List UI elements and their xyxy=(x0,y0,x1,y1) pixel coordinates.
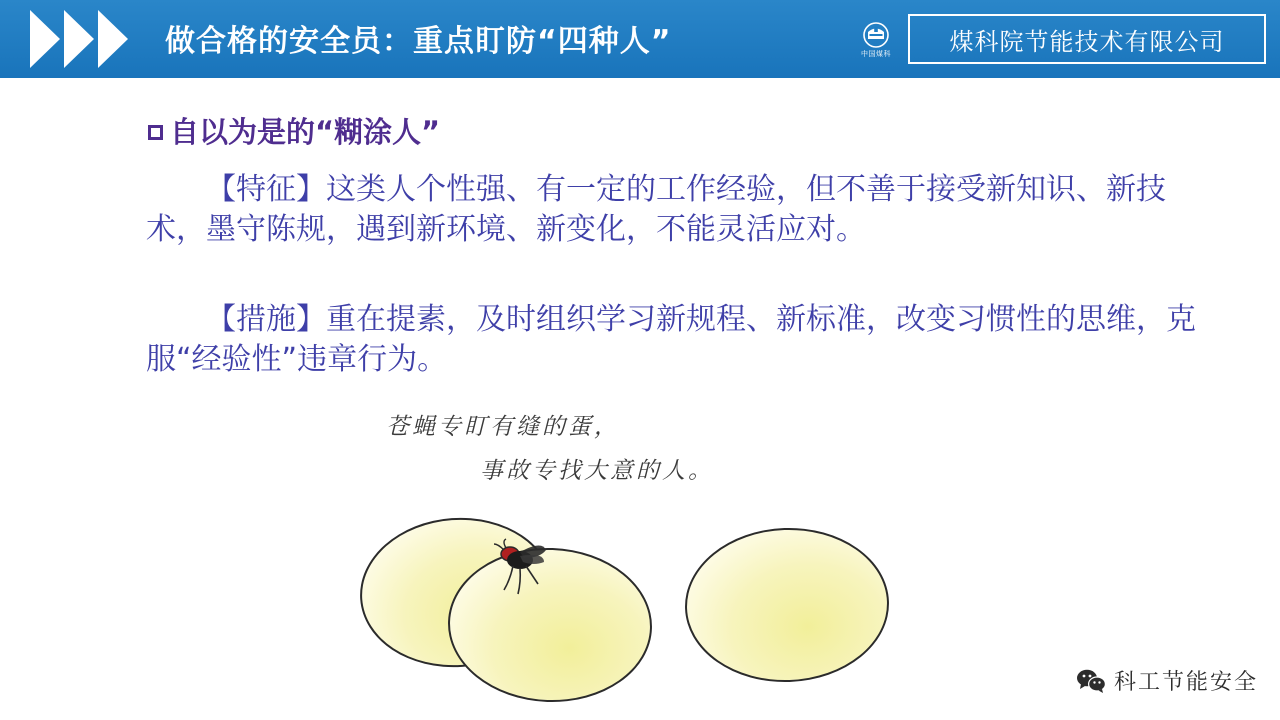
company-name-box xyxy=(908,14,1266,64)
logo-caption: 中国煤科 xyxy=(861,49,891,58)
chevron-right-icon xyxy=(64,10,94,68)
handwritten-line-2: 事故专找大意的人。 xyxy=(480,458,714,484)
company-name: 煤科院节能技术有限公司 xyxy=(949,27,1225,56)
fly-and-eggs-cartoon xyxy=(330,408,950,708)
header-chevrons xyxy=(30,0,150,78)
slide-header xyxy=(0,0,1280,78)
paragraph-characteristics: 【特征】这类人个性强、有一定的工作经验，但不善于接受新知识、新技术，墨守陈规，遇到新环境、新变化，不能灵活应对。 xyxy=(146,172,1166,247)
handwritten-line-1: 苍蝇专盯有缝的蛋， xyxy=(386,414,620,440)
footer-brand-text: 科工节能安全 xyxy=(1113,670,1258,695)
square-bullet-icon xyxy=(148,125,163,140)
section-subheading xyxy=(148,110,440,151)
page-title: 做合格的安全员：重点盯防“四种人” xyxy=(165,24,672,59)
wechat-icon xyxy=(1076,668,1106,694)
slide-body xyxy=(0,78,1280,720)
section-subheading-text: 自以为是的“糊涂人” xyxy=(170,115,441,149)
company-logo xyxy=(852,16,900,64)
coal-science-logo-icon xyxy=(859,22,893,48)
egg-shape xyxy=(682,524,891,685)
footer-brand xyxy=(1076,665,1258,696)
fly-icon xyxy=(480,538,560,608)
chevron-right-icon xyxy=(30,10,60,68)
paragraph-measures: 【措施】重在提素，及时组织学习新规程、新标准，改变习惯性的思维，克服“经验性”违章行为。 xyxy=(146,302,1196,377)
chevron-right-icon xyxy=(98,10,128,68)
